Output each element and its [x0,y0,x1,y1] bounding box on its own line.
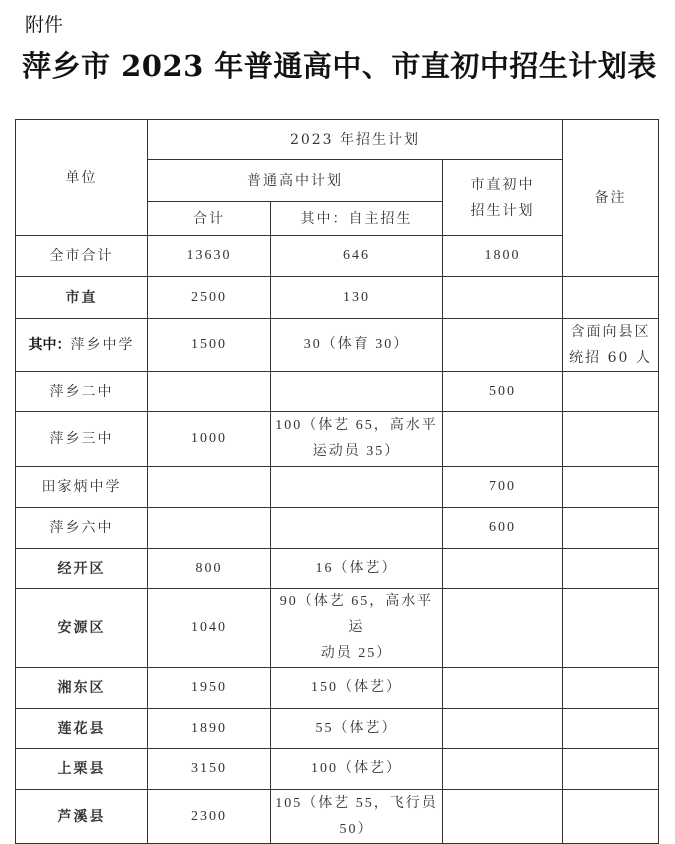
total-cell: 1890 [148,709,271,749]
total-cell: 1000 [148,412,271,467]
header-high-school-plan: 普通高中计划 [148,160,443,202]
self-recruit-line2: 动员 25） [320,646,393,661]
remark-cell [563,277,659,319]
junior-plan-cell [443,709,563,749]
unit-cell: 田家炳中学 [16,467,148,508]
junior-plan-cell [443,749,563,790]
unit-cell: 湘东区 [16,668,148,709]
self-recruit-cell: 100（体艺） [271,749,443,790]
self-recruit-line1: 105（体艺 55，飞行员 [275,795,438,811]
unit-cell: 芦溪县 [16,790,148,844]
table-row [16,508,659,549]
header-total: 合计 [148,202,271,236]
remark-cell [563,709,659,749]
self-recruit-cell [271,589,443,668]
self-recruit-cell [271,467,443,508]
self-recruit-cell [271,372,443,412]
junior-plan-cell [443,549,563,589]
remark-cell [563,319,659,372]
enrollment-plan-table [15,119,659,844]
remark-cell [563,508,659,549]
remark-cell [563,412,659,467]
self-recruit-cell: 30（体育 30） [271,319,443,372]
unit-cell: 经开区 [16,549,148,589]
remark-line1: 含面向县区 [570,324,651,340]
table-row [16,668,659,709]
unit-cell: 安源区 [16,589,148,668]
unit-cell: 萍乡六中 [16,508,148,549]
self-recruit-cell [271,412,443,467]
header-unit: 单位 [16,120,148,236]
unit-name: 萍乡中学 [70,337,135,353]
table-row [16,749,659,790]
table-row [16,372,659,412]
total-cell: 2300 [148,790,271,844]
unit-cell: 上栗县 [16,749,148,790]
header-self-recruit: 其中：自主招生 [271,202,443,236]
header-plan-2023: 2023 年招生计划 [148,120,563,160]
total-cell [148,508,271,549]
junior-plan-cell: 700 [443,467,563,508]
self-recruit-cell: 130 [271,277,443,319]
junior-plan-cell [443,668,563,709]
document-title: 萍乡市 2023 年普通高中、市直初中招生计划表 [22,49,657,83]
self-recruit-cell: 16（体艺） [271,549,443,589]
attachment-label: 附件 [25,14,64,36]
self-recruit-cell [271,790,443,844]
self-recruit-cell: 150（体艺） [271,668,443,709]
unit-prefix: 其中： [28,337,71,353]
table-row [16,277,659,319]
unit-cell: 萍乡三中 [16,412,148,467]
table-row [16,790,659,844]
table-row [16,549,659,589]
unit-cell [16,319,148,372]
header-row-1 [16,120,659,160]
remark-cell [563,668,659,709]
unit-cell: 萍乡二中 [16,372,148,412]
junior-plan-cell [443,319,563,372]
header-junior-plan [443,160,563,236]
table-row [16,319,659,372]
self-recruit-line2: 运动员 35） [312,444,401,459]
junior-plan-cell: 500 [443,372,563,412]
self-recruit-cell: 646 [271,236,443,277]
table-row [16,589,659,668]
junior-plan-cell [443,277,563,319]
junior-plan-cell: 1800 [443,236,563,277]
remark-cell [563,790,659,844]
self-recruit-line1: 100（体艺 65，高水平 [275,418,438,433]
self-recruit-line2: 50） [339,821,374,837]
total-cell: 1950 [148,668,271,709]
self-recruit-line1: 90（体艺 65，高水平运 [279,594,434,635]
remark-cell [563,749,659,790]
total-cell: 3150 [148,749,271,790]
total-cell: 13630 [148,236,271,277]
header-junior-plan-line1: 市直初中 [470,176,535,193]
header-junior-plan-line2: 招生计划 [470,202,535,219]
unit-cell: 全市合计 [16,236,148,277]
total-cell: 2500 [148,277,271,319]
junior-plan-cell [443,790,563,844]
unit-cell: 莲花县 [16,709,148,749]
header-remark: 备注 [563,120,659,277]
junior-plan-cell [443,412,563,467]
junior-plan-cell [443,589,563,668]
unit-cell: 市直 [16,277,148,319]
remark-cell [563,589,659,668]
total-cell: 800 [148,549,271,589]
remark-cell [563,372,659,412]
total-cell: 1500 [148,319,271,372]
junior-plan-cell: 600 [443,508,563,549]
remark-line2: 统招 60 人 [569,350,652,366]
remark-cell [563,467,659,508]
table-row [16,467,659,508]
table-row [16,709,659,749]
total-cell: 1040 [148,589,271,668]
total-cell [148,372,271,412]
table-row [16,236,659,277]
table-row [16,412,659,467]
self-recruit-cell [271,508,443,549]
total-cell [148,467,271,508]
self-recruit-cell: 55（体艺） [271,709,443,749]
remark-cell [563,549,659,589]
